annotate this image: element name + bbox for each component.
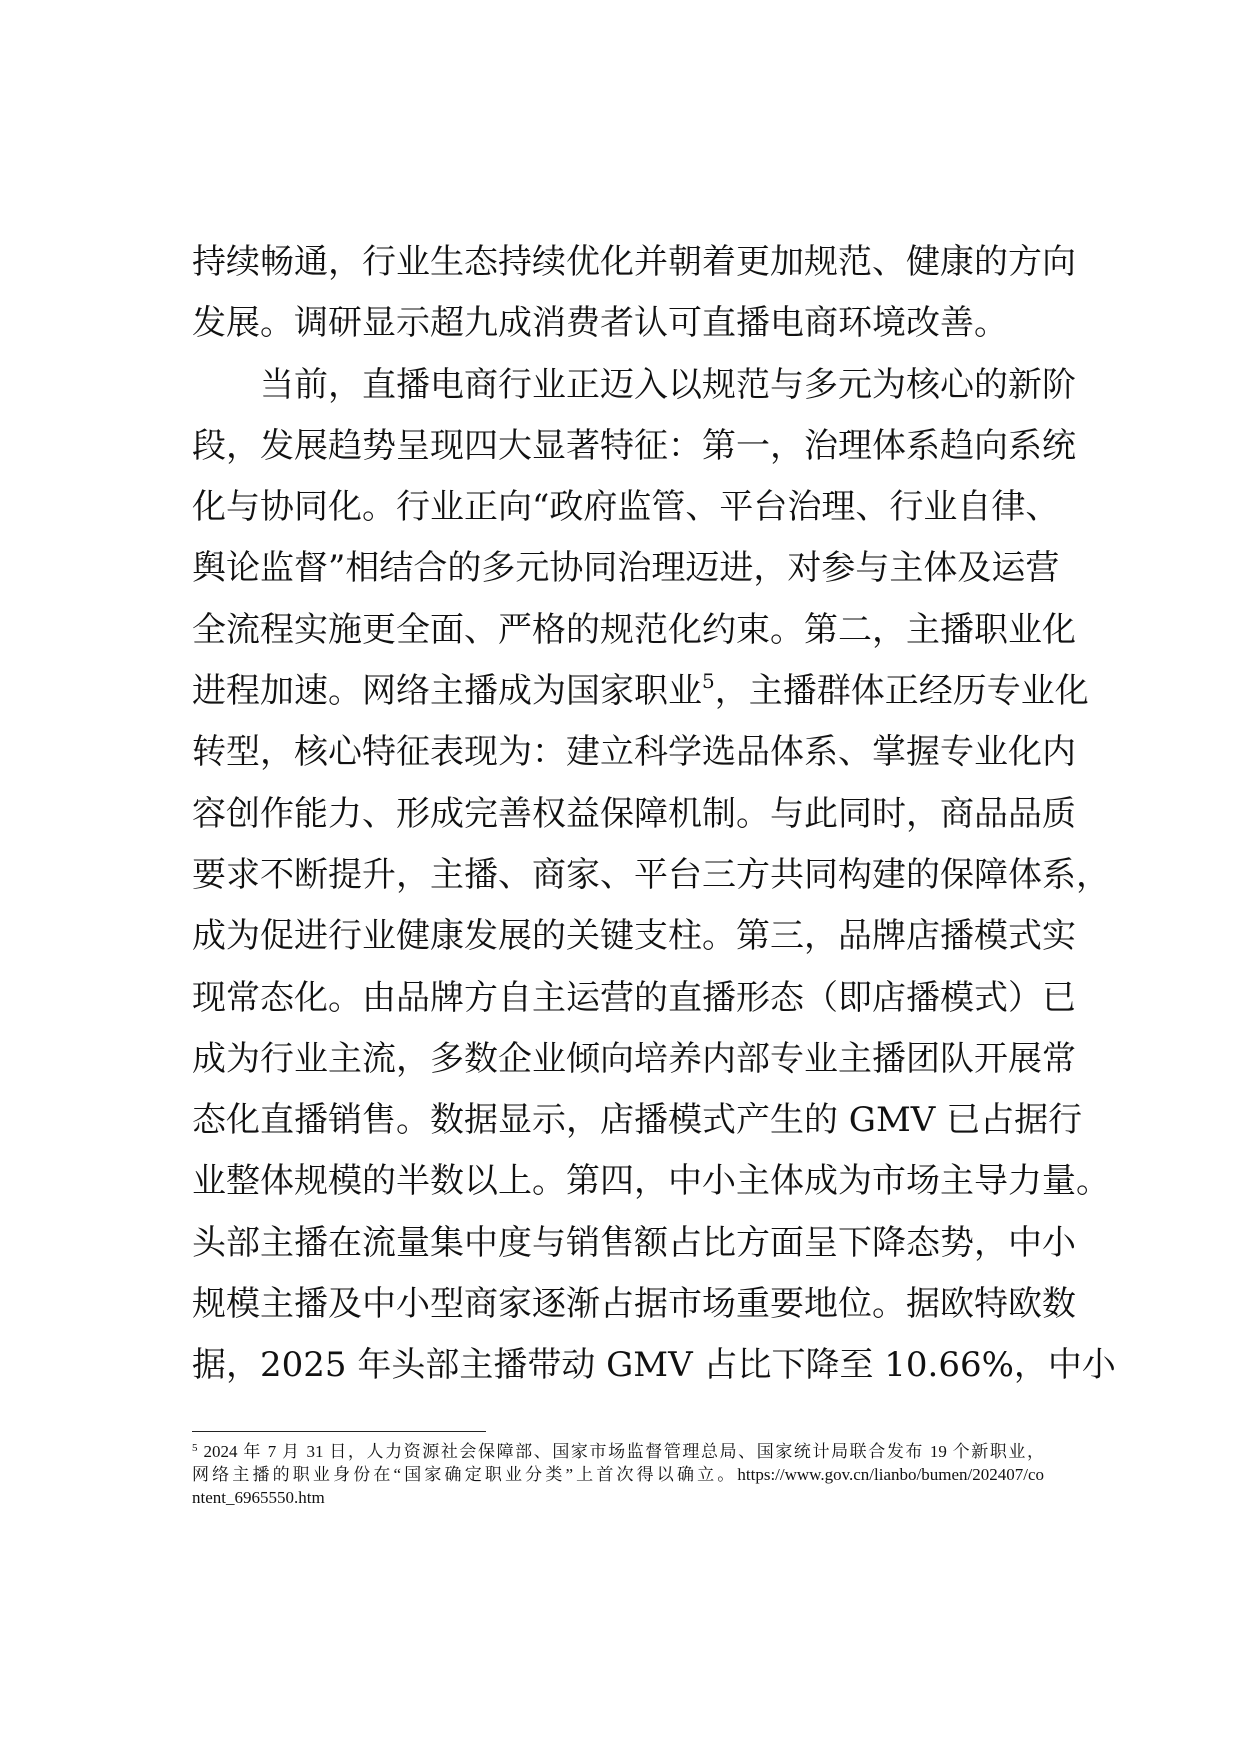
- footnote: [192, 1440, 1044, 1509]
- paragraph-line: 持续畅通，行业生态持续优化并朝着更加规范、健康的方向: [192, 242, 1076, 282]
- footnote-mark: 5: [192, 1442, 198, 1454]
- paragraph-line: 据，2025 年头部主播带动 GMV 占比下降至 10.66%，中小: [192, 1345, 1116, 1386]
- footnote-divider: [192, 1431, 486, 1432]
- body-text: [192, 232, 1116, 1397]
- paragraph-line: 业整体规模的半数以上。第四，中小主体成为市场主导力量。: [192, 1161, 1110, 1202]
- paragraph-line: 态化直播销售。数据显示，店播模式产生的 GMV 已占据行: [192, 1100, 1083, 1141]
- paragraph-line: 容创作能力、形成完善权益保障机制。与此同时，商品品质: [192, 793, 1076, 834]
- paragraph-line: 化与协同化。行业正向“政府监管、平台治理、行业自律、: [192, 487, 1060, 528]
- footnote-text: 2024 年 7 月 31 日，人力资源社会保障部、国家市场监督管理总局、国家统计局联合发布 19 个新职业，: [203, 1442, 1044, 1461]
- paragraph-line: 发展。调研显示超九成消费者认可直播电商环境改善。: [192, 303, 1008, 344]
- footnote-reference[interactable]: 5: [702, 669, 715, 694]
- paragraph-line: 转型，核心特征表现为：建立科学选品体系、掌握专业化内: [192, 732, 1076, 773]
- paragraph-line: 要求不断提升，主播、商家、平台三方共同构建的保障体系，: [192, 854, 1110, 895]
- paragraph-line: 全流程实施更全面、严格的规范化约束。第二，主播职业化: [192, 609, 1076, 650]
- line-segment: 进程加速。网络主播成为国家职业: [192, 671, 702, 712]
- paragraph-line: 规模主播及中小型商家逐渐占据市场重要地位。据欧特欧数: [192, 1284, 1076, 1325]
- paragraph-line: 当前，直播电商行业正迈入以规范与多元为核心的新阶: [260, 364, 1076, 405]
- paragraph-line: 段，发展趋势呈现四大显著特征：第一，治理体系趋向系统: [192, 425, 1076, 466]
- paragraph-line: [192, 661, 1089, 722]
- line-segment: ，主播群体正经历专业化: [714, 671, 1089, 712]
- paragraph-line: 成为促进行业健康发展的关键支柱。第三，品牌店播模式实: [192, 916, 1076, 957]
- paragraph-line: 现常态化。由品牌方自主运营的直播形态（即店播模式）已: [192, 977, 1076, 1018]
- paragraph-line: 舆论监督”相结合的多元协同治理迈进，对参与主体及运营: [192, 548, 1060, 589]
- footnote-line: 网络主播的职业身份在“国家确定职业分类”上首次得以确立。https://www.gov.cn/lianbo/bumen/202407/co: [192, 1465, 1044, 1484]
- footnote-line: ntent_6965550.htm: [192, 1488, 325, 1507]
- footnote-line: [192, 1440, 1044, 1463]
- paragraph-line: 成为行业主流，多数企业倾向培养内部专业主播团队开展常: [192, 1038, 1076, 1079]
- paragraph-line: 头部主播在流量集中度与销售额占比方面呈下降态势，中小: [192, 1222, 1076, 1263]
